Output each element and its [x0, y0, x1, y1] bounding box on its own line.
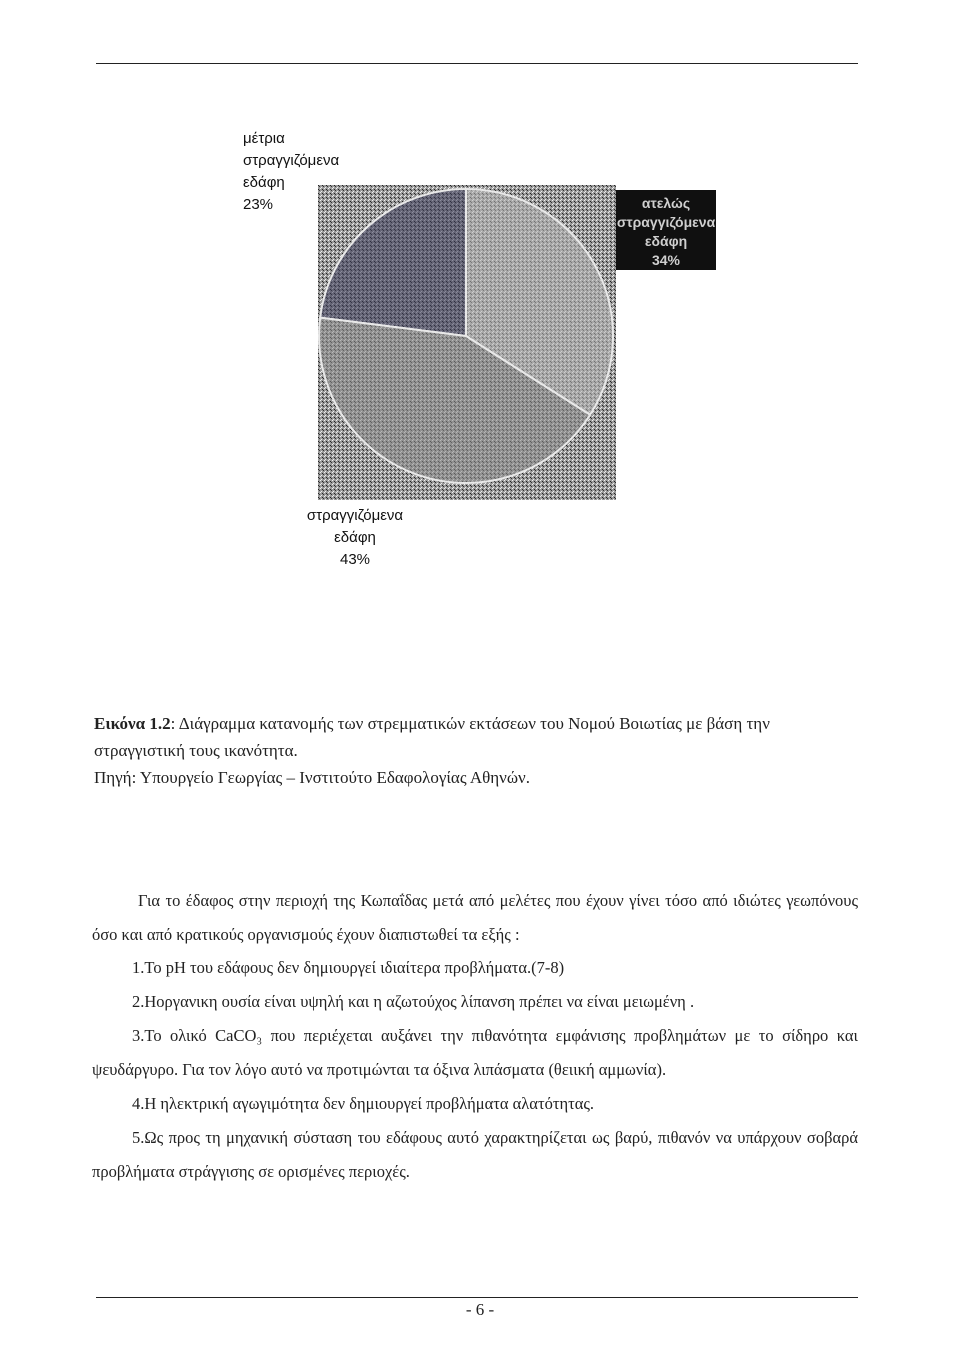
pie-chart-figure	[0, 0, 960, 600]
caption-prefix: Εικόνα 1.2	[94, 714, 171, 733]
list-item: 3.Το ολικό CaCO₃ που περιέχεται αυξάνει την πιθανότητα εμφάνισης προβλημάτων με το σίδηρο και ψευδάργυρο. Για τον λόγο αυτό να προτιμώνται τα όξινα λιπάσματα (θειική αμμωνία).	[92, 1026, 858, 1079]
list-item: 5.Ως προς τη μηχανική σύσταση του εδάφους αυτό χαρακτηρίζεται ως βαρύ, πιθανόν να υπάρχουν σοβαρά προβλήματα στράγγισης σε ορισμένες περιοχές.	[92, 1128, 858, 1181]
figure-caption	[94, 710, 864, 791]
caption-text: : Διάγραμμα κατανομής των στρεμματικών εκτάσεων του Νομού Βοιωτίας με βάση την στραγγιστική τους ικανότητα.	[94, 714, 770, 760]
slice-label-drained: στραγγιζόμενα εδάφη 43%	[306, 507, 404, 568]
list-item: 1.Το pH του εδάφους δεν δημιουργεί ιδιαίτερα προβλήματα.(7-8)	[132, 958, 565, 977]
slice-label-imperfectly-drained: ατελώς στραγγιζόμενα εδάφη 34%	[616, 190, 716, 270]
caption-source: Πηγή: Υπουργείο Γεωργίας – Ινστιτούτο Εδαφολογίας Αθηνών.	[94, 768, 530, 787]
list-item: 2.Ηοργανικη ουσία είναι υψηλή και η αζωτούχος λίπανση πρέπει να είναι μειωμένη .	[132, 992, 695, 1011]
footer-rule	[96, 1297, 858, 1298]
findings-list	[92, 951, 858, 1189]
intro-paragraph: Για το έδαφος στην περιοχή της Κωπαΐδας μετά από μελέτες που έχουν γίνει τόσο από ιδιώτες γεωπόνους όσο και από κρατικούς οργανισμούς έχουν διαπιστωθεί τα εξής :	[92, 891, 858, 944]
list-item: 4.Η ηλεκτρική αγωγιμότητα δεν δημιουργεί προβλήματα αλατότητας.	[132, 1094, 595, 1113]
page-number: - 6 -	[465, 1300, 495, 1319]
pie-chart	[0, 0, 960, 600]
slice-label-moderately-drained: μέτρια στραγγιζόμενα εδάφη 23%	[243, 130, 340, 213]
